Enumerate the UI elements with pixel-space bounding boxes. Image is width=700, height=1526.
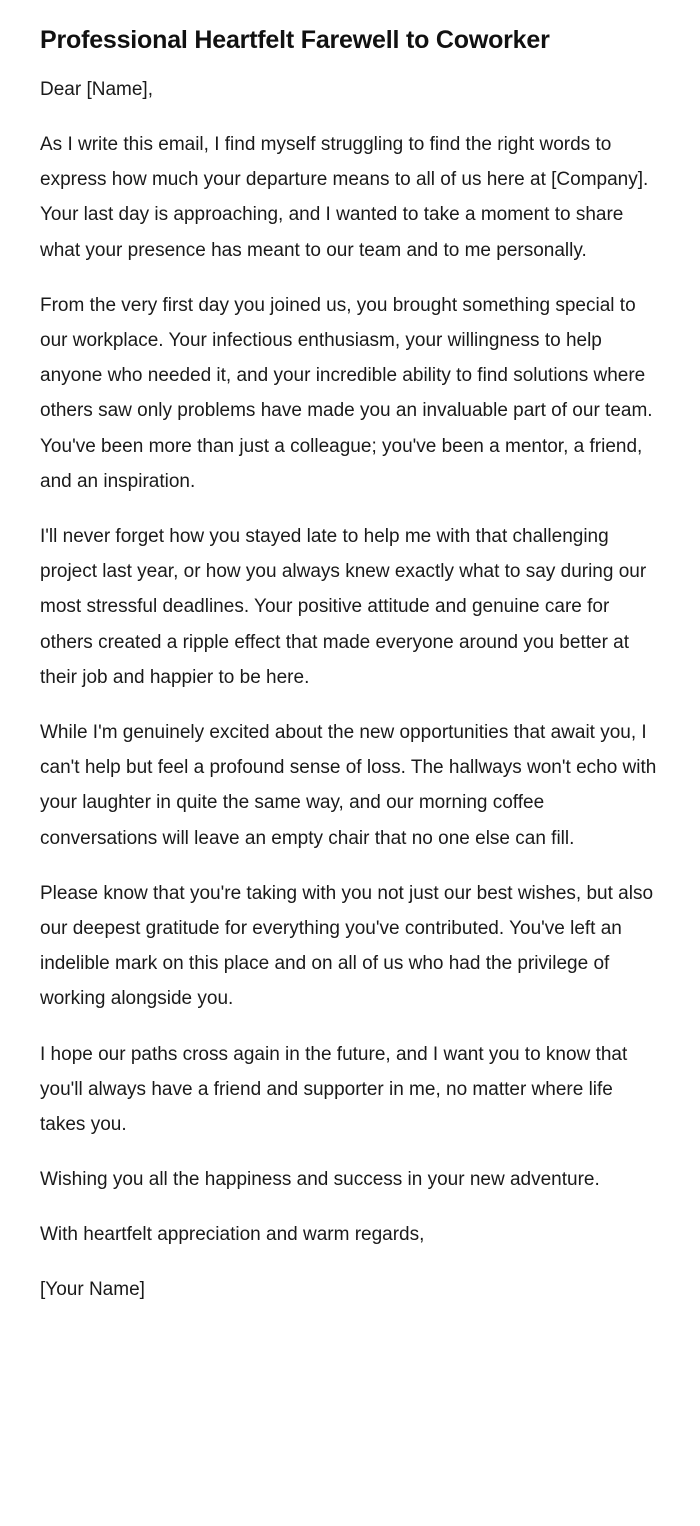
letter-paragraph-7: Wishing you all the happiness and success in your new adventure. bbox=[40, 1169, 600, 1191]
letter-title: Professional Heartfelt Farewell to Coworker bbox=[40, 26, 550, 54]
letter-paragraph-3: I'll never forget how you stayed late to help me with that challenging project last year, or how you always knew exactly what to say during our most stressful deadlines. Your positive attitude and genuine care for others created a ripple effect that made everyone around you better at their job and happier to be here. bbox=[40, 526, 647, 688]
letter-signature: [Your Name] bbox=[40, 1279, 145, 1301]
letter-greeting: Dear [Name], bbox=[40, 79, 153, 100]
letter-paragraph-1: As I write this email, I find myself struggling to find the right words to express how much your departure means to all of us here at [Company]. Your last day is approaching, and I wanted to take a moment to share what your presence has meant to our team and to me personally. bbox=[40, 134, 649, 261]
letter-paragraph-4: While I'm genuinely excited about the new opportunities that await you, I can't help but feel a profound sense of loss. The hallways won't echo with your laughter in quite the same way, and our morning coffee conversations will leave an empty chair that no one else can fill. bbox=[40, 722, 657, 849]
letter-paragraph-5: Please know that you're taking with you not just our best wishes, but also our deepest gratitude for everything you've contributed. You've left an indelible mark on this place and on all of us who had the privilege of working alongside you. bbox=[40, 882, 654, 1010]
letter-paragraph-2: From the very first day you joined us, you brought something special to our workplace. Your infectious enthusiasm, your willingness to help anyone who needed it, and your incredible ability to find solutions where others saw only problems have made you an invaluable part of our team. You've been more than just a colleague; you've been a mentor, a friend, and an inspiration. bbox=[40, 294, 653, 492]
letter-paragraph-6: I hope our paths cross again in the future, and I want you to know that you'll always have a friend and supporter in me, no matter where life takes you. bbox=[40, 1043, 628, 1136]
letter-closing: With heartfelt appreciation and warm regards, bbox=[40, 1224, 425, 1246]
